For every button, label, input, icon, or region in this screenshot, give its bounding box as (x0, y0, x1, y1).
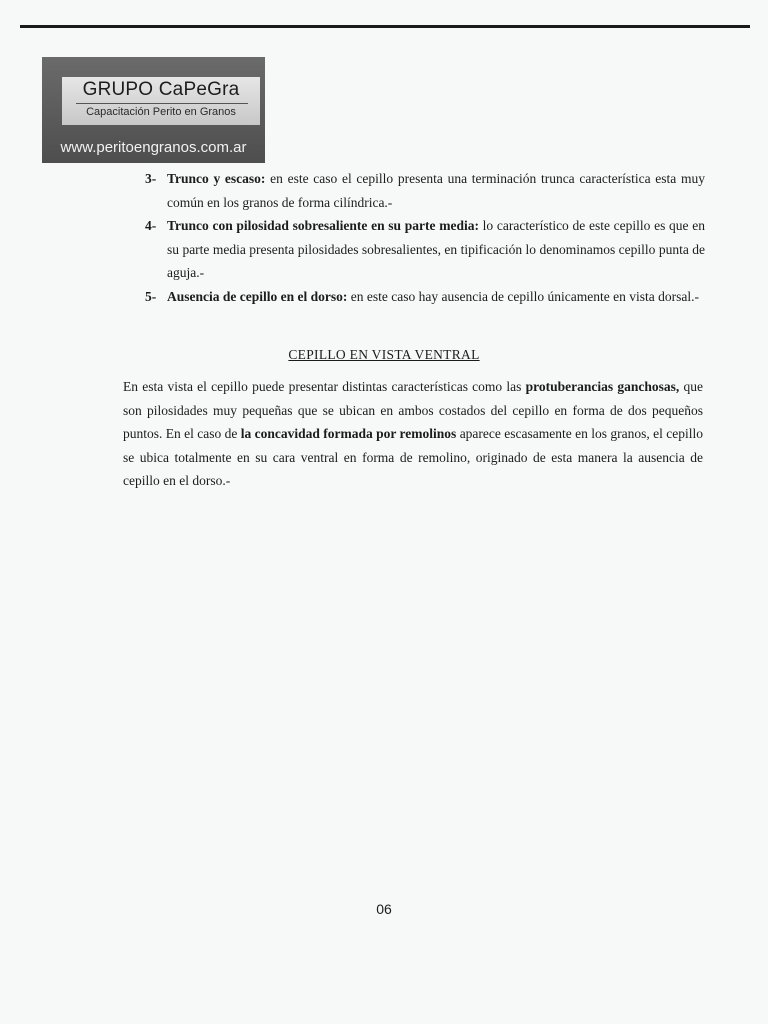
list-item-text: lo característico de este cepillo es que en su parte media presenta pilosidades sobresalientes, en tipificación lo denominamos cepillo punta de aguja.- (167, 218, 705, 280)
paragraph-bold: protuberancias ganchosas, (525, 379, 680, 394)
section-paragraph (123, 375, 703, 493)
paragraph-text: que son pilosidades muy pequeñas que se ubican en ambos costados del cepillo en forma de dos pequeños puntos. (123, 379, 704, 441)
list-item-number: 4- (145, 218, 157, 233)
capegra-logo (42, 57, 265, 163)
list-item (145, 285, 705, 309)
list-item-text: en este caso hay ausencia de cepillo únicamente en vista dorsal.- (347, 288, 699, 304)
logo-plate (62, 77, 260, 125)
logo-title: GRUPO CaPeGra (82, 79, 240, 100)
top-rule (20, 25, 750, 28)
page-number: 06 (376, 901, 392, 917)
paragraph-text: En el caso de (165, 426, 241, 441)
paragraph-text: En esta vista el cepillo puede presentar distintas características como las (123, 379, 526, 394)
list-item-number: 5- (145, 288, 157, 304)
cepillo-types-list (145, 167, 705, 308)
logo-divider (76, 103, 248, 104)
logo-url: www.peritoengranos.com.ar (60, 139, 247, 156)
paragraph-text: aparece escasamente en los granos, el cepillo se ubica totalmente en su cara ventral en forma de remolino, originado de esta manera la ausencia de cepillo en el dorso.- (123, 426, 703, 488)
logo-subtitle: Capacitación Perito en Granos (86, 106, 236, 118)
paragraph-bold: la concavidad formada por remolinos (240, 426, 457, 441)
list-item-lead: Trunco con pilosidad sobresaliente en su parte media: (167, 218, 479, 233)
list-item-text: en este caso el cepillo presenta una terminación trunca característica esta muy común en los granos de forma cilíndrica.- (167, 171, 705, 210)
section-title: CEPILLO EN VISTA VENTRAL (288, 347, 480, 362)
list-item (145, 167, 705, 214)
list-item-number: 3- (145, 171, 157, 186)
list-item-lead: Ausencia de cepillo en el dorso: (167, 288, 348, 304)
list-item (145, 214, 705, 285)
list-item-lead: Trunco y escaso: (167, 171, 266, 186)
